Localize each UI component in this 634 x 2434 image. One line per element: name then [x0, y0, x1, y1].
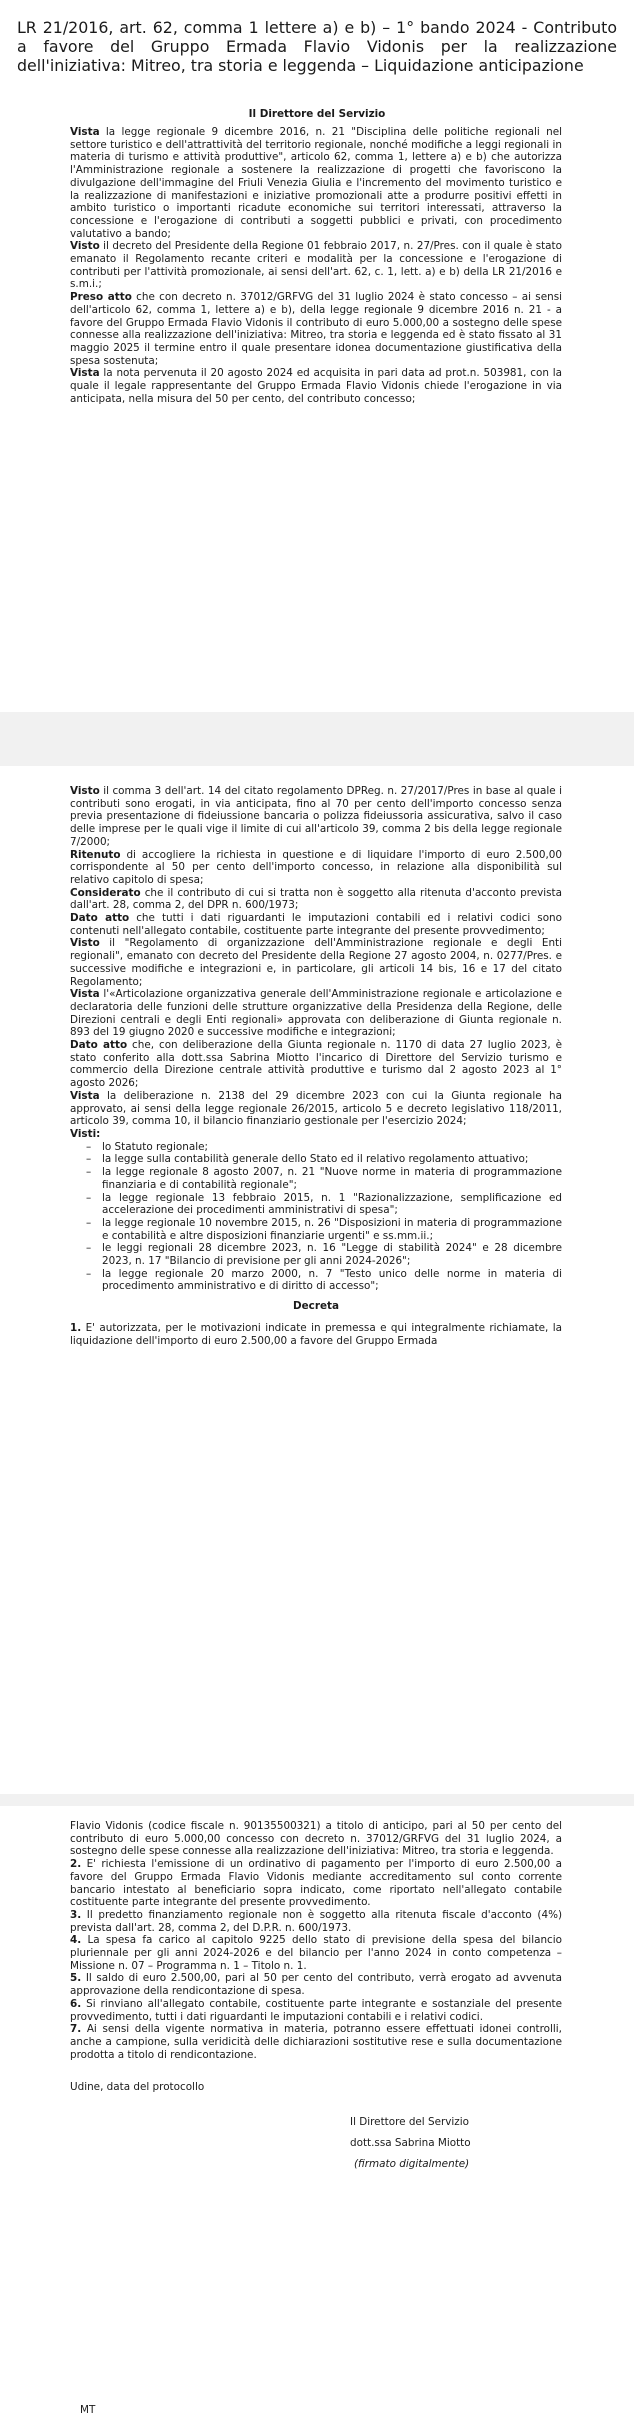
premise-paragraph [70, 937, 562, 988]
decree-point [70, 1858, 562, 1909]
premise-text: il comma 3 dell'art. 14 del citato regolamento DPReg. n. 27/2017/Pres in base al quale i contributi sono erogati, in via anticipata, fino al 70 per cento dell'importo concesso senza previa presentazione di fideiussione bancaria o polizza fideiussoria assicurativa, salvo il caso delle imprese per le quali vige il limite di cui all'articolo 39, comma 2 bis della legge regionale 7/2000; [70, 785, 562, 848]
list-item: – la legge regionale 13 febbraio 2015, n. 1 "Razionalizzazione, semplificazione ed accelerazione dei procedimenti amministrativi di spesa"; [86, 1192, 562, 1217]
decree-point-text: Ai sensi della vigente normativa in materia, potranno essere effettuati idonei controlli, anche a campione, sulla veridicità delle dichiarazioni sostitutive rese e sulla documentazione prodotta a titolo di rendicontazione. [70, 2023, 562, 2061]
premise-text: la legge regionale 9 dicembre 2016, n. 21 "Disciplina delle politiche regionali nel settore turistico e dell'attrattività del territorio regionale, nonché modifiche a leggi regionali in materia di turismo e attività produttive", articolo 62, comma 1, lettere a) e b) che autorizza l'Amministrazione regionale a sostenere la realizzazione di progetti che favoriscono la divulgazione dell'immagine del Friuli Venezia Giulia e l'incremento del movimento turistico e la realizzazione di manifestazioni e iniziative promozionali atte a produrre positivi effetti in ambito turistico o importanti ricadute economiche sui territori interessati, attraverso la concessione e l'erogazione di contributi a soggetti pubblici e privati, con procedimento valutativo a bando; [70, 126, 562, 240]
premise-paragraph [70, 126, 562, 240]
decree-point [70, 2023, 562, 2061]
list-item: – le leggi regionali 28 dicembre 2023, n. 16 "Legge di stabilità 2024" e 28 dicembre 2023, n. 17 "Bilancio di previsione per gli anni 2024-2026"; [86, 1242, 562, 1267]
premise-paragraph [70, 988, 562, 1039]
decree-title: LR 21/2016, art. 62, comma 1 lettere a) e b) – 1° bando 2024 - Contributo a favore del Gruppo Ermada Flavio Vidonis per la realizzazione dell'iniziativa: Mitreo, tra storia e leggenda – Liquidazione anticipazione [17, 18, 617, 76]
premise-paragraph [70, 912, 562, 937]
visti-list [70, 1141, 562, 1293]
list-item: – la legge regionale 8 agosto 2007, n. 21 "Nuove norme in materia di programmazione finanziaria e di contabilità regionale"; [86, 1166, 562, 1191]
decree-point [70, 1998, 562, 2023]
premise-lead: Visto [70, 785, 100, 797]
premise-lead: Vista [70, 1089, 100, 1102]
decree-point-text: Si rinviano all'allegato contabile, costituente parte integrante e sostanziale del presente provvedimento, tutti i dati riguardanti le imputazioni contabili e i relativi codici. [70, 1997, 562, 2023]
page-1-body [70, 126, 562, 405]
premise-lead: Ritenuto [70, 848, 121, 861]
premise-text: la deliberazione n. 2138 del 29 dicembre 2023 con cui la Giunta regionale ha approvato, ai sensi della legge regionale 26/2015, articolo 5 e decreto legislativo 118/2011, articolo 39, comma 10, il bilancio finanziario gestionale per l'esercizio 2024; [70, 1089, 562, 1128]
decree-point [70, 1909, 562, 1934]
page-3-body [70, 1820, 562, 2175]
decree-point-text: La spesa fa carico al capitolo 9225 dello stato di previsione della spesa del bilancio pluriennale per gli anni 2024-2026 e del bilancio per l'anno 2024 in conto competenza – Missione n. 07 – Programma n. 1 – Titolo n. 1. [70, 1934, 562, 1972]
list-item: – la legge regionale 10 novembre 2015, n. 26 "Disposizioni in materia di programmazione e contabilità e altre disposizioni finanziarie urgenti" e ss.mm.ii.; [86, 1217, 562, 1242]
signature-name: dott.ssa Sabrina Miotto [350, 2137, 471, 2150]
decree-point-number: 6. [70, 1997, 82, 2010]
premise-text: che, con deliberazione della Giunta regionale n. 1170 di data 27 luglio 2023, è stato conferito alla dott.ssa Sabrina Miotto l'incarico di Direttore del Servizio turismo e commercio della Direzione centrale attività produttive e turismo dal 2 agosto 2023 al 1° agosto 2026; [70, 1039, 562, 1090]
document-page-3 [0, 1806, 634, 2434]
document-page-2 [0, 766, 634, 1794]
premise-text: il "Regolamento di organizzazione dell'Amministrazione regionale e degli Enti regionali", emanato con decreto del Presidente della Regione 27 agosto 2004, n. 0277/Pres. e successive modifiche e integrazioni e, in particolare, gli articoli 14 bis, 16 e 17 del citato Regolamento; [70, 937, 562, 988]
premise-text: il decreto del Presidente della Regione 01 febbraio 2017, n. 27/Pres. con il quale è stato emanato il Regolamento recante criteri e modalità per la concessione e l'erogazione di contributi per l'attività promozionale, ai sensi dell'art. 62, c. 1, lett. a) e b) della LR 21/2016 e s.m.i.; [70, 240, 562, 291]
visti-lead [70, 1128, 562, 1141]
decree-point-text: Il saldo di euro 2.500,00, pari al 50 per cento del contributo, verrà erogato ad avvenuta approvazione della rendicontazione di spesa. [70, 1972, 562, 1998]
premise-lead: Vista [70, 988, 100, 1001]
premise-paragraph [70, 291, 562, 367]
list-item: – la legge regionale 20 marzo 2000, n. 7 "Testo unico delle norme in materia di procedimento amministrativo e di diritto di accesso"; [86, 1268, 562, 1293]
decree-point [70, 1934, 562, 1972]
premise-text: che tutti i dati riguardanti le imputazioni contabili ed i relativi codici sono contenuti nell'allegato contabile, costituente parte integrante del presente provvedimento; [70, 912, 562, 937]
premise-text: di accogliere la richiesta in questione e di liquidare l'importo di euro 2.500,00 corrispondente al 50 per cento dell'importo concesso, in relazione alla disponibilità sul relativo capitolo di spesa; [70, 848, 562, 886]
premise-lead: Dato atto [70, 912, 130, 925]
signature-block [350, 2112, 562, 2175]
place-date: Udine, data del protocollo [70, 2081, 205, 2094]
decree-point-number: 5. [70, 1972, 82, 1985]
decree-point-continuation: Flavio Vidonis (codice fiscale n. 90135500321) a titolo di anticipo, pari al 50 per cento del contributo di euro 5.000,00 concesso con decreto n. 37012/GRFVG del 31 luglio 2024, a sostegno delle spese connesse alla realizzazione dell'iniziativa: Mitreo, tra storia e leggenda. [70, 1820, 562, 1858]
premise-paragraph [70, 367, 562, 405]
decree-point-number: 2. [70, 1858, 82, 1871]
decree-point [70, 1972, 562, 1997]
signature-role: Il Direttore del Servizio [350, 2116, 469, 2129]
premise-lead: Dato atto [70, 1039, 128, 1052]
decree-point-text: E' autorizzata, per le motivazioni indicate in premessa e qui integralmente richiamate, la liquidazione dell'importo di euro 2.500,00 a favore del Gruppo Ermada [70, 1321, 562, 1347]
decree-point-number: 1. [70, 1321, 82, 1334]
premise-lead: Considerato [70, 886, 141, 899]
decree-point-number: 7. [70, 2023, 82, 2036]
decree-point-text: E' richiesta l'emissione di un ordinativo di pagamento per l'importo di euro 2.500,00 a favore del Gruppo Ermada Flavio Vidonis mediante accreditamento sul conto corrente bancario intestato al beneficiario sopra indicato, come riportato nell'allegato contabile costituente parte integrante del presente provvedimento. [70, 1858, 562, 1909]
premise-paragraph [70, 849, 562, 887]
list-item: – la legge sulla contabilità generale dello Stato ed il relativo regolamento attuativo; [86, 1153, 562, 1166]
premise-paragraph [70, 887, 562, 912]
premise-lead: Vista [70, 126, 100, 138]
decree-point-text: Il predetto finanziamento regionale non è soggetto alla ritenuta fiscale d'acconto (4%) prevista dall'art. 28, comma 2, del D.P.R. n. 600/1973. [70, 1908, 562, 1934]
premise-lead: Visto [70, 240, 100, 253]
premise-text: l'«Articolazione organizzativa generale dell'Amministrazione regionale e articolazione e declaratoria delle funzioni delle strutture organizzative della Presidenza della Regione, delle Direzioni centrali e degli Enti regionali» approvata con deliberazione di Giunta regionale n. 893 del 19 giugno 2020 e successive modifiche e integrazioni; [70, 988, 562, 1039]
visti-label: Visti: [70, 1127, 101, 1140]
signature-note: (firmato digitalmente) [354, 2158, 470, 2171]
premise-paragraph [70, 1039, 562, 1090]
premise-paragraph [70, 240, 562, 291]
author-initials: MT [80, 2404, 96, 2416]
premise-text: la nota pervenuta il 20 agosto 2024 ed acquisita in pari data ad prot.n. 503981, con la quale il legale rappresentante del Gruppo Ermada Flavio Vidonis chiede l'erogazione in via anticipata, nella misura del 50 per cento, del contributo concesso; [70, 367, 562, 405]
premise-text: che il contributo di cui si tratta non è soggetto alla ritenuta d'acconto prevista dall'art. 28, comma 2, del DPR n. 600/1973; [70, 886, 562, 912]
list-item: – lo Statuto regionale; [86, 1141, 562, 1154]
premise-lead: Vista [70, 367, 100, 380]
decree-point [70, 1322, 562, 1347]
premise-paragraph [70, 1090, 562, 1128]
page-2-body [70, 785, 562, 1347]
decree-point-number: 3. [70, 1908, 82, 1921]
decree-point-number: 4. [70, 1934, 82, 1947]
premise-lead: Visto [70, 937, 100, 950]
document-page-1 [0, 0, 634, 712]
premise-text: che con decreto n. 37012/GRFVG del 31 luglio 2024 è stato concesso – ai sensi dell'articolo 62, comma 1, lettere a) e b), della legge regionale 9 dicembre 2016 n. 21 - a favore del Gruppo Ermada Flavio Vidonis il contributo di euro 5.000,00 a sostegno delle spese connesse alla realizzazione dell'iniziativa: Mitreo, tra storia e leggenda ed è stato fissato al 31 maggio 2025 il termine entro il quale presentare idonea documentazione giustificativa della spesa sostenuta; [70, 291, 562, 367]
premise-lead: Preso atto [70, 291, 132, 304]
premise-paragraph [70, 785, 562, 849]
director-heading: Il Direttore del Servizio [248, 108, 386, 120]
decreta-heading: Decreta [293, 1300, 339, 1313]
